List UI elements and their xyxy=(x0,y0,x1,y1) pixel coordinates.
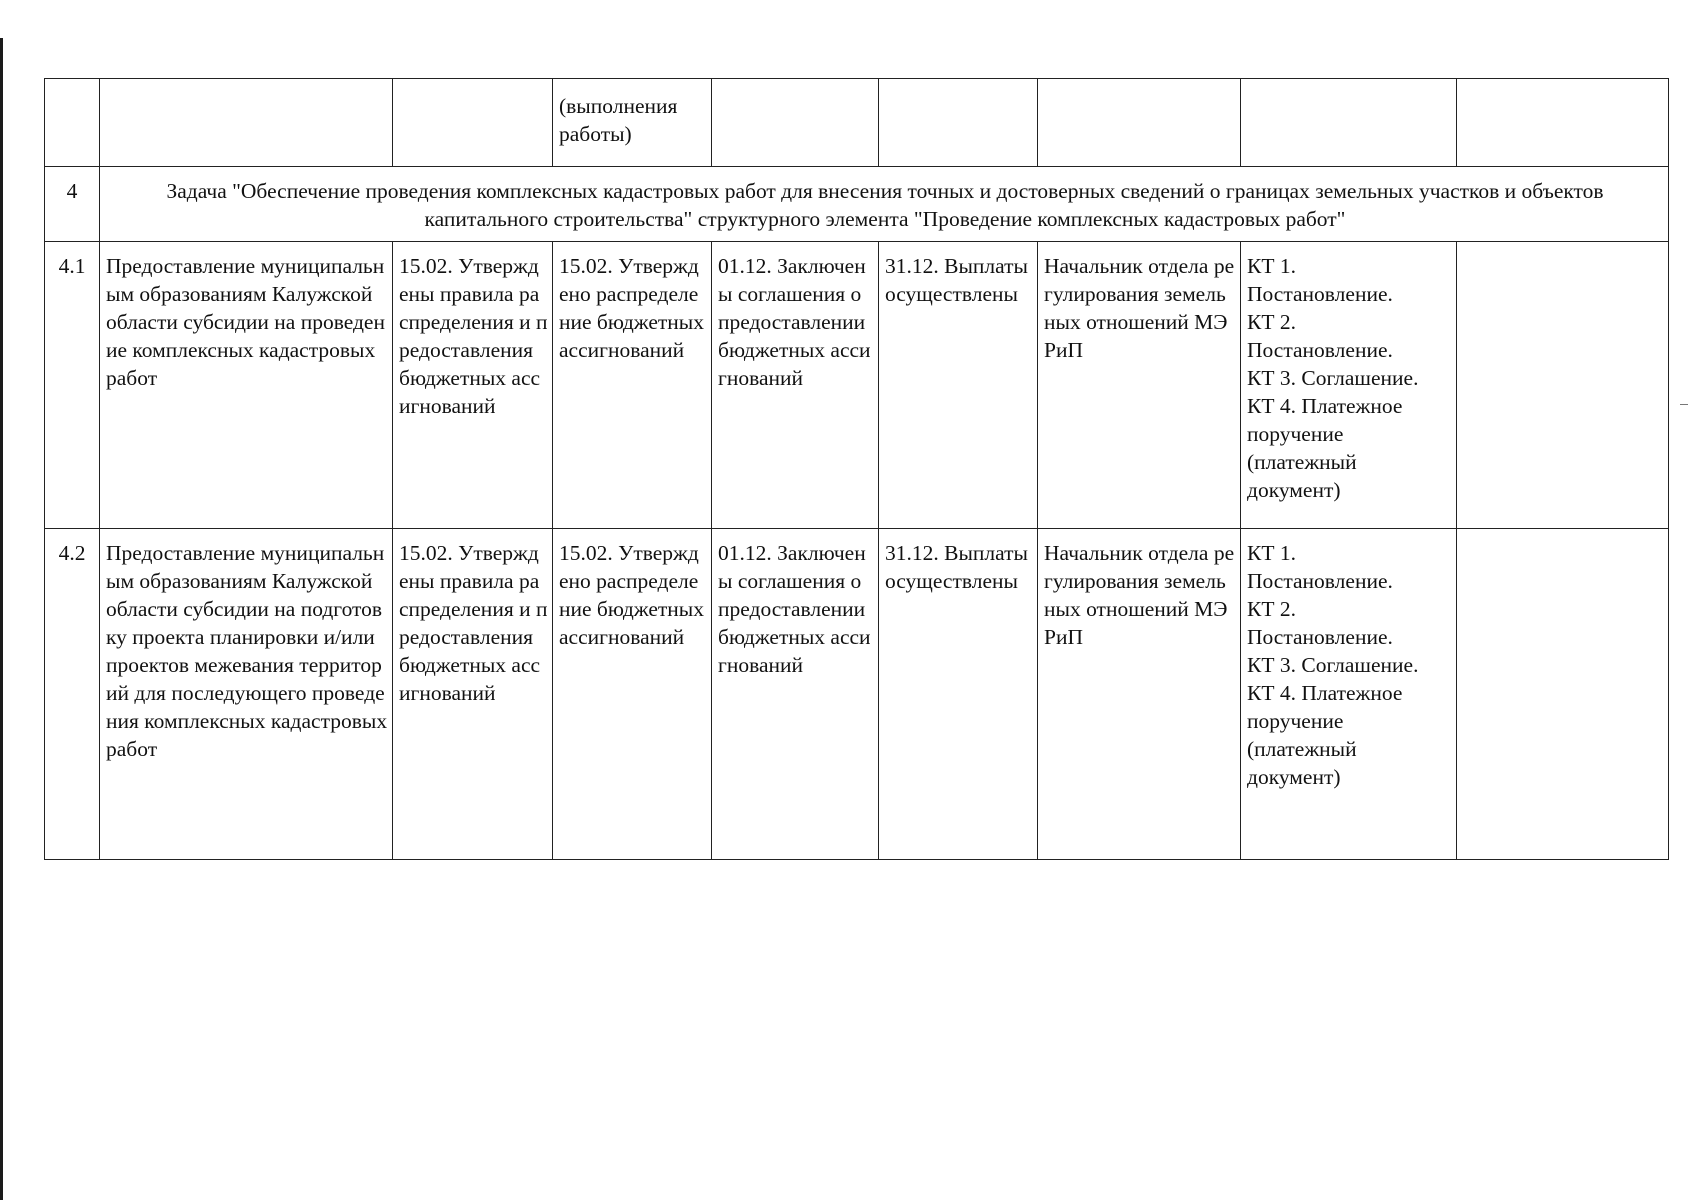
doc-line: (платежный xyxy=(1247,737,1357,761)
cont-note-cell xyxy=(1457,79,1669,167)
control-point-4: 31.12. Выплаты осуществлены xyxy=(879,242,1038,529)
note-cell xyxy=(1457,529,1669,860)
measure-name: Предоставление муниципальным образованиям Калужской области субсидии на проведение комплексных кадастровых работ xyxy=(100,242,393,529)
doc-line: КТ 2. xyxy=(1247,597,1296,621)
task-row xyxy=(45,167,1669,242)
table-row xyxy=(45,242,1669,529)
doc-line: (платежный xyxy=(1247,450,1357,474)
implementation-plan-table xyxy=(44,78,1669,860)
cont-kt4-cell xyxy=(879,79,1038,167)
row-number: 4.2 xyxy=(45,529,100,860)
doc-line: Постановление. xyxy=(1247,625,1393,649)
cont-docs-cell xyxy=(1241,79,1457,167)
continuation-row xyxy=(45,79,1669,167)
doc-line: поручение xyxy=(1247,709,1344,733)
doc-line: КТ 2. xyxy=(1247,310,1296,334)
cont-number-cell xyxy=(45,79,100,167)
responsible-person: Начальник отдела регулирования земельных отношений МЭРиП xyxy=(1038,529,1241,860)
measure-name: Предоставление муниципальным образованиям Калужской области субсидии на подготовку проекта планировки и/или проектов межевания территорий для последующего проведения комплексных кадастровых работ xyxy=(100,529,393,860)
doc-line: Постановление. xyxy=(1247,282,1393,306)
cont-responsible-cell xyxy=(1038,79,1241,167)
doc-line: КТ 1. xyxy=(1247,541,1296,565)
doc-line: КТ 3. Соглашение. xyxy=(1247,366,1419,390)
control-point-4: 31.12. Выплаты осуществлены xyxy=(879,529,1038,860)
table-row xyxy=(45,529,1669,860)
note-cell xyxy=(1457,242,1669,529)
control-point-3: 01.12. Заключены соглашения о предоставлении бюджетных ассигнований xyxy=(712,529,879,860)
responsible-person: Начальник отдела регулирования земельных отношений МЭРиП xyxy=(1038,242,1241,529)
confirming-documents xyxy=(1241,529,1457,860)
doc-line: поручение xyxy=(1247,422,1344,446)
doc-line: Постановление. xyxy=(1247,569,1393,593)
cont-text-line: работы) xyxy=(559,122,632,146)
doc-line: КТ 4. Платежное xyxy=(1247,681,1403,705)
control-point-2: 15.02. Утверждено распределение бюджетных ассигнований xyxy=(553,529,712,860)
task-number: 4 xyxy=(45,167,100,242)
doc-line: документ) xyxy=(1247,765,1341,789)
cont-text-line: (выполнения xyxy=(559,94,678,118)
cont-kt3-cell xyxy=(712,79,879,167)
doc-line: КТ 4. Платежное xyxy=(1247,394,1403,418)
doc-line: КТ 1. xyxy=(1247,254,1296,278)
confirming-documents xyxy=(1241,242,1457,529)
control-point-1: 15.02. Утверждены правила распределения и предоставления бюджетных ассигнований xyxy=(393,529,553,860)
control-point-2: 15.02. Утверждено распределение бюджетных ассигнований xyxy=(553,242,712,529)
cont-kt2-cell xyxy=(553,79,712,167)
cont-name-cell xyxy=(100,79,393,167)
control-point-3: 01.12. Заключены соглашения о предоставлении бюджетных ассигнований xyxy=(712,242,879,529)
cont-kt1-cell xyxy=(393,79,553,167)
scan-stray-mark xyxy=(1680,404,1688,405)
doc-line: КТ 3. Соглашение. xyxy=(1247,653,1419,677)
doc-line: документ) xyxy=(1247,478,1341,502)
row-number: 4.1 xyxy=(45,242,100,529)
control-point-1: 15.02. Утверждены правила распределения и предоставления бюджетных ассигнований xyxy=(393,242,553,529)
scan-edge-line xyxy=(0,38,3,1200)
doc-line: Постановление. xyxy=(1247,338,1393,362)
task-title: Задача "Обеспечение проведения комплексных кадастровых работ для внесения точных и достоверных сведений о границах земельных участков и объектов капитального строительства" структурного элемента "Проведение комплексных кадастровых работ" xyxy=(100,167,1669,242)
